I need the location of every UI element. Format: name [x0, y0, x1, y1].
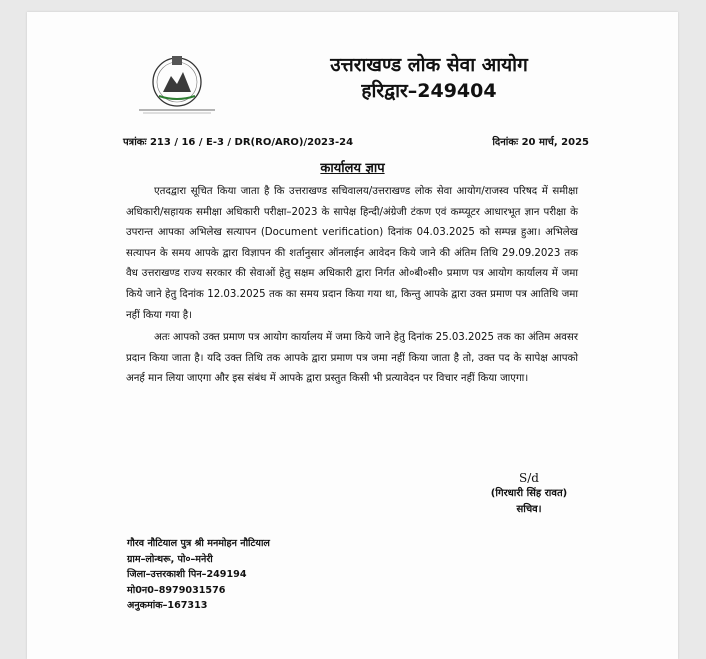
- organization-header: [279, 52, 579, 104]
- signatory-designation: सचिव।: [516, 504, 542, 515]
- memo-body: [126, 182, 578, 390]
- signature-block: [467, 470, 591, 518]
- address-line: गौरव नौटियाल पुत्र श्री मनमोहन नौटियाल: [127, 538, 270, 549]
- memo-paragraph: एतदद्वारा सूचित किया जाता है कि उत्तराखण्ड सचिवालय/उत्तराखण्ड लोक सेवा आयोग/राजस्व परिषद में समीक्षा अधिकारी/सहायक समीक्षा अधिकारी परीक्षा–2023 के सापेक्ष हिन्दी/अंग्रेजी टंकण एवं कम्प्यूटर आधारभूत ज्ञान परीक्षा के उपरान्त आपका अभिलेख सत्यापन (Document verification) दिनांक 04.03.2025 को सम्पन्न हुआ। अभिलेख सत्यापन के समय आपके द्वारा विज्ञापन की शर्तानुसार ऑनलाईन आवेदन किये जाने की अंतिम तिथि 29.09.2023 तक वैध उत्तराखण्ड राज्य सरकार की सेवाओं हेतु सक्षम अधिकारी द्वारा निर्गत ओ०बी०सी० प्रमाण पत्र आयोग कार्यालय में जमा किये जाने हेतु दिनांक 12.03.2025 तक का समय प्रदान किया गया था, किन्तु आपके द्वारा उक्त प्रमाण पत्र आतिथि जमा नहीं किया गया है।: [126, 186, 578, 321]
- organization-name: उत्तराखण्ड लोक सेवा आयोग: [330, 54, 528, 76]
- address-line: ग्राम–लोन्थरू, पो०–मनेरी: [127, 553, 213, 565]
- letter-number: पत्रांकः 213 / 16 / E-3 / DR(RO/ARO)/2023-24: [123, 137, 354, 148]
- document-title: कार्यालय ज्ञाप: [320, 161, 385, 176]
- address-line: मो0न0–8979031576: [127, 584, 226, 596]
- signatory-name: (गिरधारी सिंह रावत): [490, 488, 568, 499]
- memo-paragraph: अतः आपको उक्त प्रमाण पत्र आयोग कार्यालय में जमा किये जाने हेतु दिनांक 25.03.2025 तक का अंतिम अवसर प्रदान किया जाता है। यदि उक्त तिथि तक आपके द्वारा प्रमाण पत्र जमा नहीं किया जाता है तो, उक्त पद के सापेक्ष आपको अनर्ह मान लिया जाएगा और इस संबंध में आपके द्वारा प्रस्तुत किसी भी प्रत्यावेदन पर विचार नहीं किया जाएगा।: [126, 332, 578, 385]
- signature-mark: S/d: [519, 471, 539, 485]
- organization-city: हरिद्वार–249404: [361, 80, 497, 102]
- recipient-address: [127, 536, 427, 614]
- document-page: [27, 12, 678, 659]
- address-line: अनुकमांक–167313: [127, 600, 208, 611]
- letter-date: दिनांकः 20 मार्च, 2025: [492, 137, 589, 148]
- commission-emblem-logo: [133, 52, 221, 116]
- address-line: जिला–उत्तरकाशी पिन–249194: [127, 569, 247, 580]
